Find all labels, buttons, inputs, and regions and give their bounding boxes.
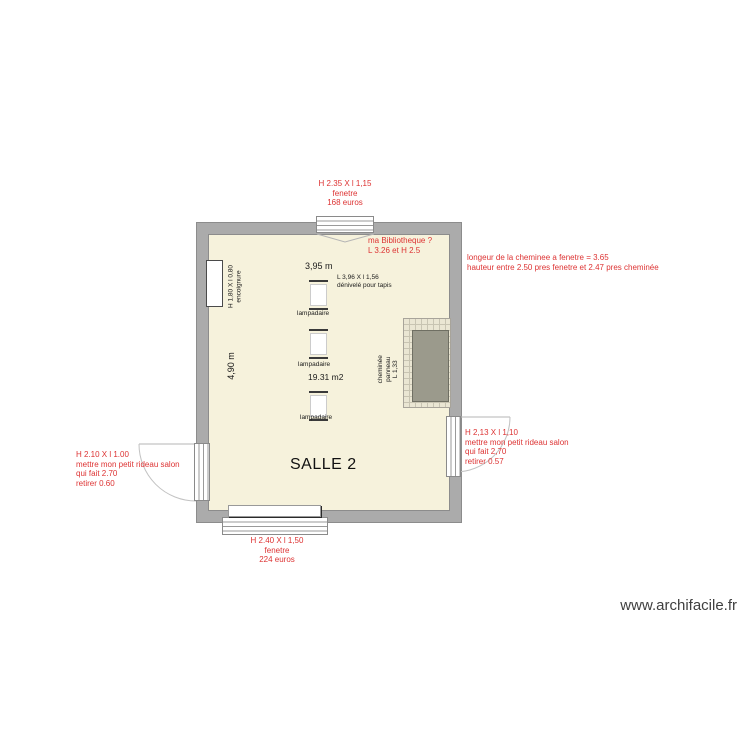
right-door-opening[interactable] bbox=[446, 416, 461, 477]
cheminee-line3: cheminée bbox=[376, 355, 384, 384]
archifacile-watermark: www.archifacile.fr bbox=[620, 597, 737, 614]
bottom-window-size: H 2.40 X l 1,50 bbox=[250, 536, 304, 545]
cheminee-note-line2: hauteur entre 2.50 pres fenetre et 2.47 pres cheminée bbox=[467, 262, 659, 272]
bottom-window[interactable] bbox=[222, 517, 328, 535]
denivele-label bbox=[337, 274, 392, 289]
lampadaire-label-2: lampadaire bbox=[298, 361, 331, 368]
fireplace-insert[interactable] bbox=[412, 330, 449, 402]
bottom-window-type: fenetre bbox=[264, 545, 290, 555]
lamp-body-icon bbox=[310, 284, 327, 306]
denivele-line1: L 3,96 X l 1,56 bbox=[337, 274, 379, 281]
lampadaire-label-1: lampadaire bbox=[297, 310, 330, 317]
floor-lamp-1[interactable] bbox=[308, 280, 328, 310]
right-door-note bbox=[465, 428, 569, 466]
cheminee-distance-note bbox=[467, 253, 659, 272]
denivele-line2: dénivelé pour tapis bbox=[337, 281, 392, 289]
lamp-bar-icon bbox=[309, 280, 328, 282]
right-door-size: H 2,13 X l 1,10 bbox=[465, 428, 518, 437]
height-dimension: 4,90 m bbox=[226, 352, 236, 380]
right-door-line3: qui fait 2,70 bbox=[465, 447, 507, 456]
lamp-bar-icon bbox=[309, 357, 328, 359]
lamp-bar-icon bbox=[309, 391, 328, 393]
fireplace-panel-label bbox=[377, 351, 400, 387]
top-window-price: 168 euros bbox=[327, 198, 363, 207]
bibliotheque-line1: ma Bibliotheque ? bbox=[368, 236, 433, 245]
corner-cabinet[interactable] bbox=[206, 260, 223, 307]
cheminee-line2: panneau bbox=[384, 356, 392, 382]
bottom-window-note bbox=[232, 536, 322, 565]
top-window-type: fenetre bbox=[332, 188, 358, 198]
left-door-line3: qui fait 2.70 bbox=[76, 469, 118, 478]
top-window[interactable] bbox=[316, 216, 374, 233]
top-window-size: H 2.35 X l 1,15 bbox=[318, 179, 372, 188]
lampadaire-label-3: lampadaire bbox=[300, 414, 333, 421]
left-door-size: H 2.10 X l 1.00 bbox=[76, 450, 129, 459]
cheminee-note-line1: longeur de la cheminee a fenetre = 3.65 bbox=[467, 253, 609, 262]
bottom-window-sill[interactable] bbox=[228, 505, 321, 517]
left-door-line4: retirer 0.60 bbox=[76, 478, 115, 488]
right-door-line4: retirer 0.57 bbox=[465, 456, 504, 466]
top-window-note bbox=[300, 179, 390, 208]
bottom-window-price: 224 euros bbox=[259, 555, 295, 564]
room-area: 19.31 m2 bbox=[308, 372, 344, 382]
room-name: SALLE 2 bbox=[290, 456, 357, 473]
lamp-body-icon bbox=[310, 333, 327, 355]
encoignure-dims: H 1,80 X l 0,80 bbox=[227, 265, 235, 308]
encoignure-name: encoignure bbox=[235, 270, 242, 303]
cheminee-line1: L 1,33 bbox=[391, 360, 399, 379]
lamp-bar-icon bbox=[309, 329, 328, 331]
floor-lamp-2[interactable] bbox=[308, 329, 328, 359]
left-door-note bbox=[76, 450, 180, 488]
left-door-opening[interactable] bbox=[194, 443, 210, 501]
left-door-line2: mettre mon petit rideau salon bbox=[76, 459, 180, 469]
encoignure-label bbox=[228, 261, 243, 313]
width-dimension: 3,95 m bbox=[305, 261, 333, 271]
bibliotheque-line2: L 3.26 et H 2.5 bbox=[368, 245, 421, 255]
bibliotheque-note bbox=[368, 236, 432, 255]
right-door-line2: mettre mon petit rideau salon bbox=[465, 437, 569, 447]
